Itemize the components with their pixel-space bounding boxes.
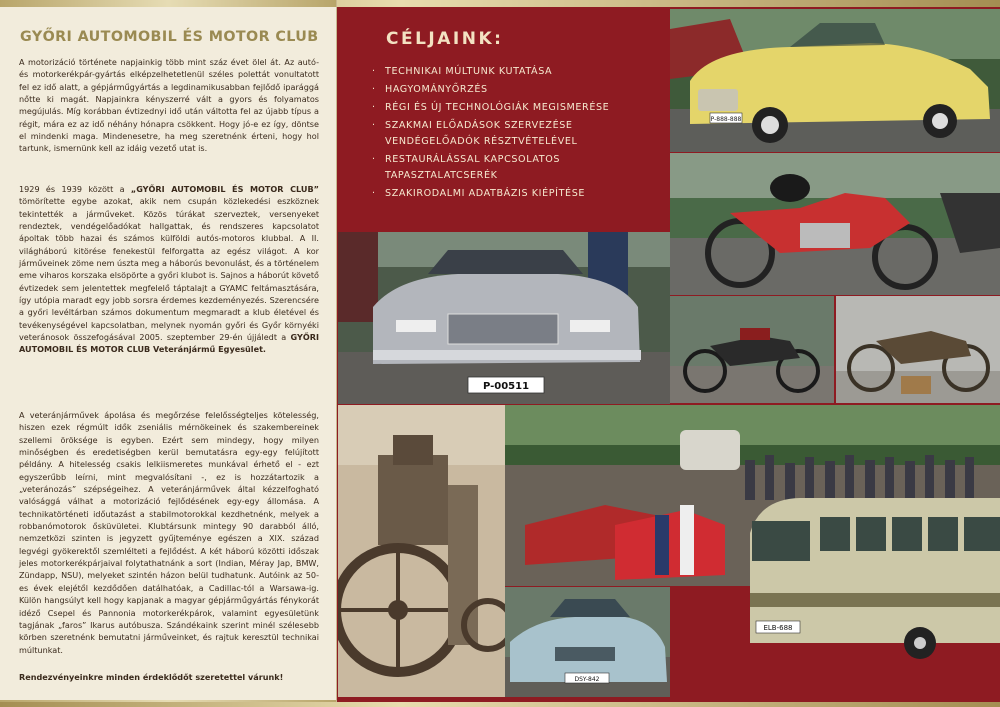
- goal-item: [372, 82, 662, 98]
- goal-label: SZAKIRODALMI ADATBÁZIS KIÉPÍTÉSE: [385, 188, 586, 199]
- history-club-association: GYŐRI AUTOMOBIL ÉS MOTOR CLUB Veteránjármű Egyesület.: [19, 332, 319, 355]
- photo-vintage-motorcycle-2: [836, 296, 1000, 403]
- goal-item: [372, 118, 662, 150]
- bullet-icon: ·: [372, 102, 376, 113]
- bullet-icon: ·: [372, 66, 376, 77]
- club-title: GYŐRI AUTOMOBIL ÉS MOTOR CLUB: [20, 29, 319, 45]
- text-column: [0, 0, 337, 707]
- photo-blue-sedan: [505, 587, 670, 697]
- decor-bar-top: [0, 0, 336, 7]
- history-text-a: 1929 és 1939 között a: [19, 184, 131, 194]
- goal-label: HAGYOMÁNYŐRZÉS: [385, 84, 488, 95]
- plate-opel: DSY-842: [574, 676, 600, 683]
- goal-label: SZAKMAI ELŐADÁSOK SZERVEZÉSE VENDÉGELŐADÓK RÉSZTVÉTELÉVEL: [385, 120, 578, 147]
- bottom-gold-line: [0, 702, 1000, 707]
- history-text-c: tömörítette egybe azokat, akik nem csupán közlekedési eszköznek tekintették a járműveket. Közös túrákat szerveztek, versenyeket rendeztek, vendégelőadókat hallgattak, és rendszeres kapcsolatot ápoltak több hazai és számos külföldi autós-motoros klubbal. A II. világháború kitörése fenekestül felforgatta az egész világot. A kor járműveinek zöme nem úszta meg a háborús bevonulást, és a történelem eme viharos korszaka elsöpörte a győri klubot is. Sajnos a háborút követő évtizedek sem jelentettek megfelelő táptalajt a GYAMC feltámasztására, így utópia maradt egy jobb sorsra érdemes kezdeményezés. Szerencsére a győri levéltárban számos dokumentum megmaradt a klub életével és tevékenységével kapcsolatban, melynek nyomán győri és Győr környéki veteránosok összefogásával 2005. szeptember 29-én újjáledt a: [19, 196, 319, 343]
- goal-label: RÉGI ÉS ÚJ TECHNOLÓGIÁK MEGISMERÉSE: [385, 102, 610, 113]
- photo-stationary-engine: [338, 405, 505, 697]
- photo-vintage-motorcycle-1: [670, 296, 834, 403]
- photo-yellow-convertible: [670, 9, 1000, 152]
- bullet-icon: ·: [372, 120, 376, 131]
- goal-item: [372, 152, 662, 184]
- collection-paragraph: A veteránjárművek ápolása és megőrzése felelősségteljes kötelesség, hiszen ezek régmúlt idők zseniális mérnökeinek és szakembereinek szellemi öröksége is egyben. Ezért sem mindegy, hogy milyen minőségben és eredetiségben kerül bemutatásra egy-egy felújított példány. A hitelesség csakis lelkiismeretes munkával érhető el - ezt egyszerűbb leírni, mint megvalósítani -, ez is hozzátartozik a „veteránozás” szépségeihez. A veteránjárművek által kézzelfogható valósággá válhat a motorizáció fejlődésének egy-egy állomása. A technikatörténeti időutazást a stabilmotorokkal kezdhetnénk, melyek a robbanómotorok ősküvületei. Klubtársunk mintegy 90 darabból álló, nemzetközi szinten is jegyzett gyűjteménye egészen a XIX. század legvégi gyökerektől szemlélteti a fejlődést. A két háború közötti időszak jeles motorkerékpárjaival folytathatnánk a sort (Indian, Méray Jap, BMW, Zündapp, NSU), melyeket szintén házon belül tudhatunk. Autóink az 50-es évek elejétől kezdődően datálhatóak, a Cadillac-tól a Warsawa-ig. Külön hangsúlyt kell hogy kapjanak a magyar gépjárműgyártás fénykorát idéző Csepel és Pannonia motorkerékpárok, valamint egyesületünk tagjának „faros” Ikarus autóbusza. Szándékaink szerint minél szélesebb körben szeretnénk bemutatni járműveinket, és rajtuk keresztül technikai múltunkat.: [19, 410, 319, 655]
- goal-label: RESTAURÁLÁSSAL KAPCSOLATOS TAPASZTALATCSERÉK: [385, 154, 561, 181]
- plate-bus: ELB-688: [763, 624, 793, 632]
- goal-item: [372, 186, 662, 202]
- plate-yellow: P-888-888: [710, 116, 742, 123]
- goals-list: [372, 64, 662, 204]
- photo-red-motorcycle: [670, 153, 1000, 295]
- bullet-icon: ·: [372, 188, 376, 199]
- goal-item: [372, 100, 662, 116]
- intro-paragraph: A motorizáció története napjainkig több mint száz évet ölel át. Az autó- és motorkerékpár-gyártás elképzelhetetlenül széles polettát vonultatott fel ez idő alatt, a gépjárműgyártás a legdinamikusabban fejlődő iparággá nőtte ki magát. Napjainkra kényszerré vált a gyors és folyamatos megújulás. Míg korábban évtizednyi idő után váltotta fel az újabb típus a régit, mára ez az idő néhány hónapra csökkent. Hogy jó-e ez így, döntse el mindenki maga. Mindenesetre, ha meg szeretnénk érteni, hogy hol tartunk, ismernünk kell az idáig vezető utat is.: [19, 57, 319, 154]
- goal-item: [372, 64, 662, 80]
- photo-ikarus-bus: [740, 493, 1000, 663]
- photo-silver-cadillac: [338, 232, 670, 404]
- plate-cadillac: P-00511: [482, 381, 530, 392]
- bullet-icon: ·: [372, 84, 376, 95]
- bullet-icon: ·: [372, 154, 376, 165]
- goal-label: TECHNIKAI MÚLTUNK KUTATÁSA: [385, 66, 553, 77]
- history-paragraph: [19, 183, 319, 356]
- goals-title: CÉLJAINK:: [386, 29, 504, 49]
- invitation-text: Rendezvényeinkre minden érdeklődőt szeretettel várunk!: [19, 672, 284, 682]
- history-club-name: „GYŐRI AUTOMOBIL ÉS MOTOR CLUB”: [130, 184, 319, 194]
